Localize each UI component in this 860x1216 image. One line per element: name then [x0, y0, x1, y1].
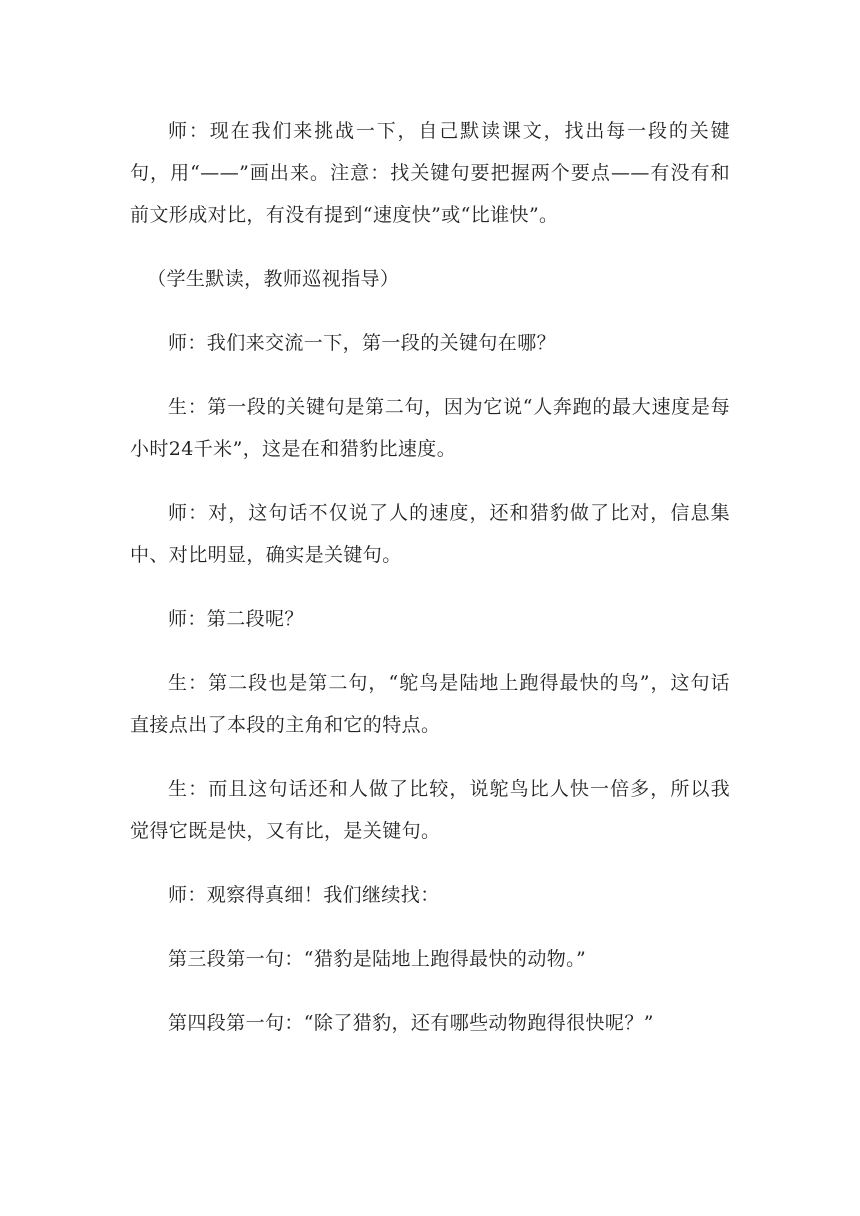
paragraph-student-answer-1: 生：第一段的关键句是第二句，因为它说“人奔跑的最大速度是每小时24千米”，这是在和猎豹比速度。	[130, 396, 730, 460]
paragraph-teacher-question-1: 师：我们来交流一下，第一段的关键句在哪？	[168, 332, 557, 354]
paragraph-teacher-continue: 师：观察得真细！我们继续找：	[168, 884, 440, 906]
paragraph-teacher-question-2: 师：第二段呢？	[168, 608, 304, 630]
document-body	[130, 110, 730, 1066]
paragraph-student-answer-2: 生：第二段也是第二句，“鸵鸟是陆地上跑得最快的鸟”，这句话直接点出了本段的主角和它的特点。	[130, 672, 730, 736]
paragraph-stage-direction: （学生默读，教师巡视指导）	[147, 268, 400, 290]
paragraph-key-sentence-4: 第四段第一句：“除了猎豹，还有哪些动物跑得很快呢？”	[168, 1012, 654, 1034]
paragraph-student-answer-3: 生：而且这句话还和人做了比较，说鸵鸟比人快一倍多，所以我觉得它既是快，又有比，是关键句。	[130, 778, 730, 842]
paragraph-key-sentence-3: 第三段第一句：“猎豹是陆地上跑得最快的动物。”	[168, 948, 587, 970]
paragraph-teacher-task: 师：现在我们来挑战一下，自己默读课文，找出每一段的关键句，用“——”画出来。注意：找关键句要把握两个要点——有没有和前文形成对比，有没有提到“速度快”或“比谁快”。	[130, 120, 730, 226]
paragraph-teacher-feedback-1: 师：对，这句话不仅说了人的速度，还和猎豹做了比对，信息集中、对比明显，确实是关键句。	[130, 502, 730, 566]
